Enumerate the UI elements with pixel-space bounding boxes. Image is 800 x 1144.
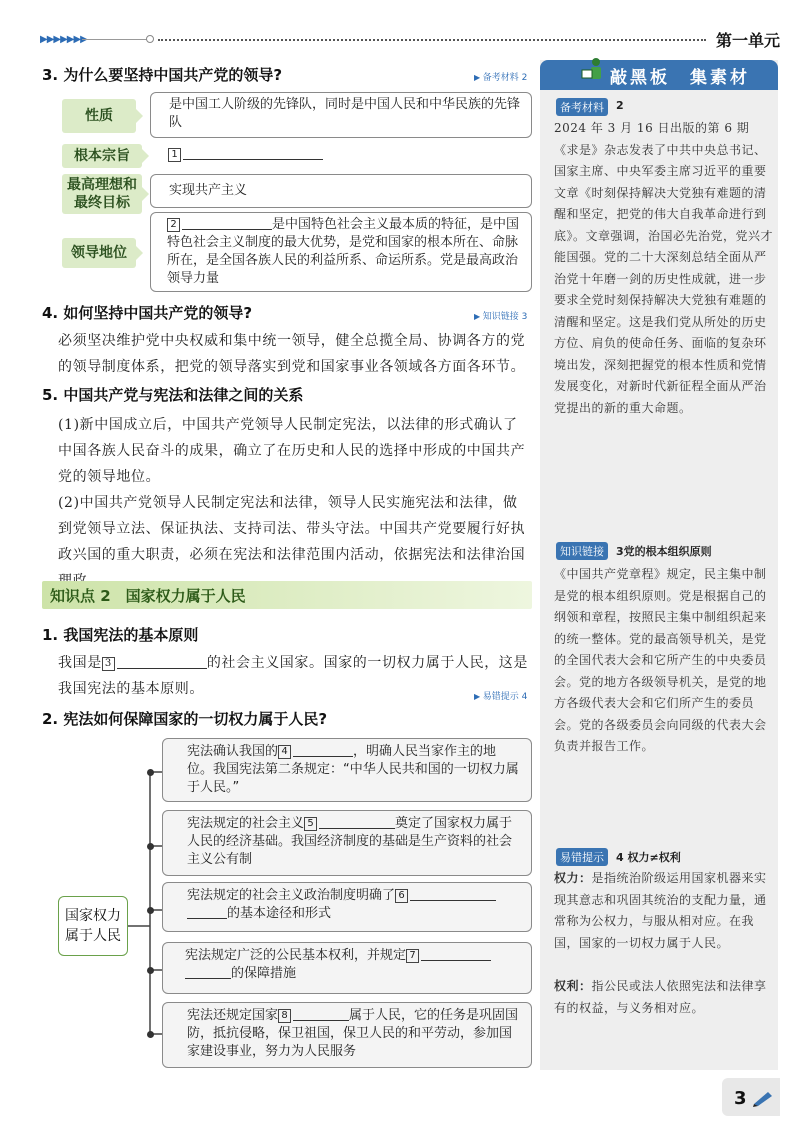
q4-tag: ▶ 知识链接 3 bbox=[474, 309, 527, 322]
tree-dot bbox=[147, 843, 154, 850]
s1-title: 1. 我国宪法的基本原则 bbox=[42, 626, 199, 644]
sidebar-tag-3-title: 4 权力≠权利 bbox=[616, 851, 681, 864]
sidebar-b1-text: 2024 年 3 月 16 日出版的第 6 期《求是》杂志发表了中共中央总书记、国家主席、中央军委主席习近平的重要文章《时刻保持解决大党独有难题的清醒和坚定，把党的伟大自我革命进行到底》。文章强调，治国必先治党，党兴才能国强。党的二十大深刻总结全面从严治党十年磨一剑的历史性成就，进一步要求全党时刻保持解决大党独有难题的清醒和坚定。这是我们党从所处的历史方位、肩负的使命任务、面临的复杂环境出发，深刻把握党的根本性质和党情发展变化，对新时代新征程全面从严治党提出的新的重大命题。 bbox=[554, 121, 774, 415]
sidebar-title: 敲黑板 集素材 bbox=[610, 68, 750, 88]
tree-item-4: 宪法规定广泛的公民基本权利，并规定 7的保障措施 bbox=[162, 942, 532, 994]
pencil-icon bbox=[752, 1088, 774, 1108]
s1-text: 我国是 3 的社会主义国家。国家的一切权力属于人民，这是我国宪法的基本原则。 bbox=[58, 655, 529, 697]
sidebar-tag-2-title: 3党的根本组织原则 bbox=[616, 545, 712, 558]
label-purpose: 根本宗旨 bbox=[62, 144, 142, 168]
tree-dot bbox=[147, 769, 154, 776]
tree-dot bbox=[147, 967, 154, 974]
box-nature: 是中国工人阶级的先锋队，同时是中国人民和中华民族的先锋队 bbox=[150, 92, 532, 138]
q3-title: 3. 为什么要坚持中国共产党的领导? bbox=[42, 66, 283, 84]
purpose-fill: 1 bbox=[168, 146, 323, 162]
tree-item-5: 宪法还规定国家 8 属于人民，它的任务是巩固国防，抵抗侵略，保卫祖国，保卫人民的和平劳动，参加国家建设事业，努力为人民服务 bbox=[162, 1002, 532, 1068]
tree-item-2: 宪法规定的社会主义 5 奠定了国家权力属于人民的经济基础。我国经济制度的基础是生产资料的社会主义公有制 bbox=[162, 810, 532, 876]
sidebar-tag-1: 备考材料 bbox=[556, 98, 608, 116]
sidebar-b2-text: 《中国共产党章程》规定，民主集中制是党的根本组织原则。党是根据自己的纲领和章程，按照民主集中制组织起来的统一整体。党的最高领导机关，是党的全国代表大会和它所产生的中央委员会。党的地方各级领导机关，是党的地方各级代表大会和它们所产生的委员会。党的各级委员会向同级的代表大会负责并报告工作。 bbox=[554, 567, 767, 753]
tree-root: 国家权力属于人民 bbox=[58, 896, 128, 956]
label-nature: 性质 bbox=[62, 99, 136, 133]
tree-dot bbox=[147, 1031, 154, 1038]
sidebar-b3-p2: 权利：指公民或法人依照宪法和法律享有的权益，与义务相对应。 bbox=[554, 979, 767, 1015]
q3-tag: ▶ 备考材料 2 bbox=[474, 70, 527, 83]
box-ideal: 实现共产主义 bbox=[150, 174, 532, 208]
label-ideal: 最高理想和最终目标 bbox=[62, 174, 142, 214]
q5-title: 5. 中国共产党与宪法和法律之间的关系 bbox=[42, 386, 304, 404]
q4-text: 必须坚决维护党中央权威和集中统一领导，健全总揽全局、协调各方的党的领导制度体系，把党的领导落实到党和国家事业各领域各方面各环节。 bbox=[58, 333, 526, 375]
box-leadership: 2 是中国特色社会主义最本质的特征，是中国特色社会主义制度的最大优势，是党和国家的根本所在、命脉所在，是全国各族人民的利益所系、命运所系。党是最高政治领导力量 bbox=[150, 212, 532, 292]
s2-title: 2. 宪法如何保障国家的一切权力属于人民? bbox=[42, 710, 328, 728]
tree-item-3: 宪法规定的社会主义政治制度明确了 6的基本途径和形式 bbox=[162, 882, 532, 932]
tree-dot bbox=[147, 907, 154, 914]
kp2-title: 知识点 2 国家权力属于人民 bbox=[50, 587, 246, 605]
page-number: 3 bbox=[734, 1088, 747, 1109]
header-arrows: ▶▶▶▶▶▶▶ bbox=[40, 34, 87, 45]
q5-p1: (1)新中国成立后，中国共产党领导人民制定宪法，以法律的形式确认了中国各族人民奋斗的成果，确立了在历史和人民的选择中形成的中国共产党的领导地位。 bbox=[58, 417, 526, 485]
tree-item-1: 宪法确认我国的 4 ，明确人民当家作主的地位。我国宪法第二条规定：“中华人民共和国的一切权力属于人民。” bbox=[162, 738, 532, 802]
q5-p2: (2)中国共产党领导人民制定宪法和法律，领导人民实施宪法和法律，做到党领导立法、保证执法、支持司法、带头守法。中国共产党要履行好执政兴国的重大职责，必须在宪法和法律范围内活动，依据宪法和法律治国 bbox=[58, 495, 526, 563]
s1-tag: ▶ 易错提示 4 bbox=[474, 689, 527, 702]
unit-title: 第一单元 bbox=[716, 31, 781, 50]
sidebar-tag-3: 易错提示 bbox=[556, 848, 608, 866]
teacher-icon bbox=[580, 56, 606, 86]
label-leadership: 领导地位 bbox=[62, 238, 136, 268]
q4-title: 4. 如何坚持中国共产党的领导? bbox=[42, 304, 253, 322]
sidebar-b3-p1: 权力：是指统治阶级运用国家机器来实现其意志和巩固其统治的支配力量，通常称为公权力，与服从相对应。在我国，国家的一切权力属于人民。 bbox=[554, 871, 767, 950]
sidebar-tag-2: 知识链接 bbox=[556, 542, 608, 560]
sidebar-tag-1-num: 2 bbox=[616, 99, 624, 112]
